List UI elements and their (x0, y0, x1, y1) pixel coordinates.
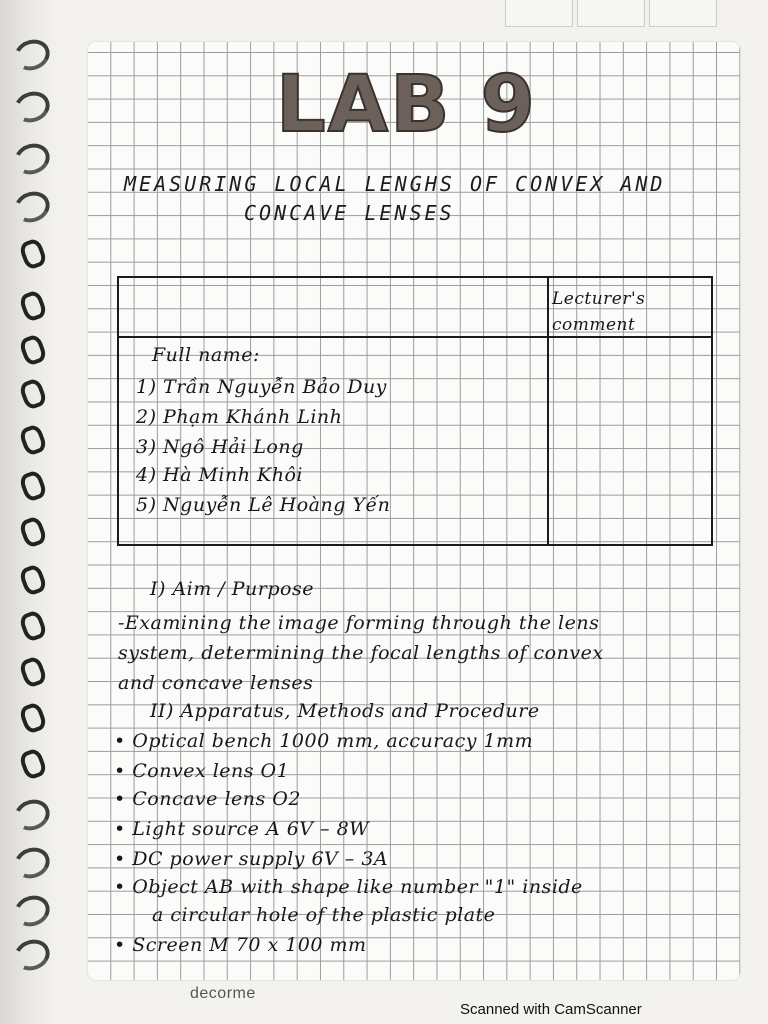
member-2: 2) Phạm Khánh Linh (136, 406, 343, 428)
subtitle-line-1: MEASURING LOCAL LENGHS OF CONVEX AND (124, 172, 666, 196)
section-1-line: system, determining the focal lengths of convex (118, 642, 604, 664)
page-index-tabs (505, 0, 745, 34)
section-1-line: -Examining the image forming through the lens (118, 612, 600, 634)
scanner-watermark: Scanned with CamScanner (460, 1001, 642, 1018)
section-1-line: and concave lenses (118, 672, 314, 694)
apparatus-item: • Object AB with shape like number "1" inside (114, 876, 583, 898)
apparatus-item-continued: a circular hole of the plastic plate (152, 904, 496, 926)
subtitle-line-2: CONCAVE LENSES (244, 201, 455, 225)
table-divider-vertical (547, 278, 549, 544)
member-3: 3) Ngô Hải Long (136, 436, 304, 458)
lab-title: LAB 9 (276, 60, 537, 150)
apparatus-item: • DC power supply 6V – 3A (114, 848, 389, 870)
apparatus-item: • Screen M 70 x 100 mm (114, 934, 367, 956)
apparatus-item: • Optical bench 1000 mm, accuracy 1mm (114, 730, 534, 752)
lecturer-comment-header: Lecturer's comment (552, 289, 646, 335)
member-1: 1) Trần Nguyễn Bảo Duy (136, 376, 387, 398)
apparatus-item: • Light source A 6V – 8W (114, 818, 370, 840)
section-1-heading: I) Aim / Purpose (150, 578, 314, 600)
full-name-label: Full name: (152, 344, 260, 366)
section-2-heading: II) Apparatus, Methods and Procedure (150, 700, 540, 722)
member-4: 4) Hà Minh Khôi (136, 464, 303, 486)
member-5: 5) Nguyễn Lê Hoàng Yến (136, 494, 391, 516)
apparatus-item: • Convex lens O1 (114, 760, 290, 782)
apparatus-item: • Concave lens O2 (114, 788, 301, 810)
notebook-brand-logo: decorme (190, 985, 256, 1002)
